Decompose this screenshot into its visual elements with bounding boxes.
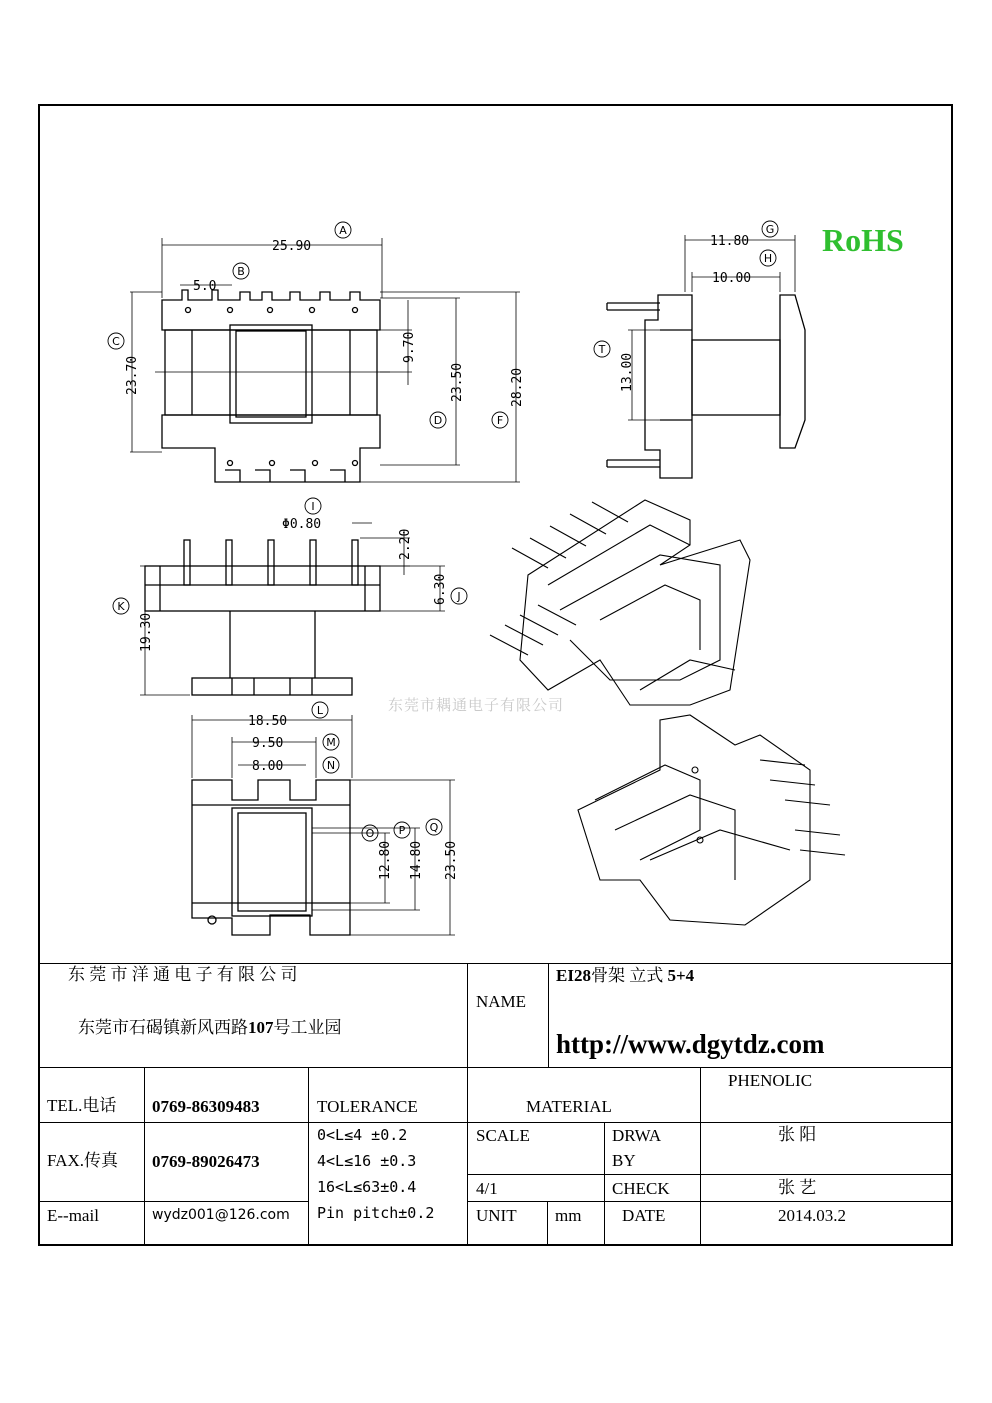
dim-970: 9.70 (402, 331, 417, 363)
ref-i: I (311, 500, 315, 513)
tolerance-range-1: 0<L≤4 ±0.2 (317, 1126, 408, 1144)
drawn-by-label-1: DRWA (612, 1126, 662, 1145)
dim-a: 25.90 (272, 239, 312, 254)
website-url[interactable]: http://www.dgytdz.com (556, 1029, 825, 1059)
scale-label: SCALE (476, 1126, 530, 1145)
ref-t: T (598, 343, 606, 356)
isometric-view-top (490, 500, 750, 705)
dim-220: 2.20 (398, 528, 413, 560)
tel-number: 0769-86309483 (152, 1097, 260, 1116)
dim-b: 5.0 (193, 279, 217, 294)
date-label: DATE (622, 1206, 666, 1225)
unit-value: mm (555, 1206, 582, 1225)
fax-number: 0769-89026473 (152, 1152, 260, 1171)
ref-j: J (457, 590, 461, 603)
ref-o: O (365, 827, 375, 840)
dim-f: 28.20 (510, 367, 525, 407)
email-label: E--mail (47, 1206, 99, 1225)
dim-o: 12.80 (378, 840, 393, 880)
ref-m: M (326, 736, 336, 749)
fax-label: FAX.传真 (47, 1151, 118, 1170)
ref-f: F (496, 414, 504, 427)
watermark: 东莞市耦通电子有限公司 (388, 696, 565, 714)
rohs-mark: RoHS (822, 222, 904, 258)
ref-g: G (765, 223, 775, 236)
scale-value: 4/1 (476, 1179, 498, 1198)
date-value: 2014.03.2 (778, 1206, 846, 1225)
bottom-view (192, 780, 350, 935)
tolerance-label: TOLERANCE (317, 1097, 418, 1116)
dim-c: 23.70 (125, 355, 140, 395)
dim-d: 23.50 (450, 362, 465, 402)
material-label: MATERIAL (526, 1097, 612, 1116)
email-address[interactable]: wydz001@126.com (152, 1207, 290, 1223)
dim-g: 11.80 (710, 234, 750, 249)
name-label: NAME (476, 992, 527, 1011)
tolerance-pin-pitch: Pin pitch±0.2 (317, 1204, 435, 1222)
dim-q: 23.50 (444, 840, 459, 880)
dim-m: 9.50 (252, 736, 284, 751)
dim-t: 13.00 (620, 352, 635, 392)
product-name: EI28骨架 立式 5+4 (556, 966, 695, 985)
ref-h: H (763, 252, 773, 265)
ref-n: N (326, 759, 336, 772)
tolerance-range-2: 4<L≤16 ±0.3 (317, 1152, 417, 1170)
isometric-view-bottom (578, 715, 845, 925)
unit-label: UNIT (476, 1206, 517, 1225)
top-view (155, 290, 390, 482)
drawn-by-name: 张 阳 (778, 1125, 817, 1144)
check-label: CHECK (612, 1179, 670, 1198)
tel-label: TEL.电话 (47, 1096, 117, 1115)
tolerance-range-3: 16<L≤63±0.4 (317, 1178, 417, 1196)
checked-by-name: 张 艺 (778, 1178, 817, 1197)
dim-l: 18.50 (248, 714, 288, 729)
ref-d: D (433, 414, 443, 427)
company-name: 东 莞 市 洋 通 电 子 有 限 公 司 (68, 965, 298, 984)
dim-p: 14.80 (409, 840, 424, 880)
ref-a: A (339, 224, 347, 237)
front-view (145, 540, 380, 695)
ref-q: Q (429, 821, 439, 834)
side-view (607, 295, 805, 478)
dim-n: 8.00 (252, 759, 284, 774)
dim-i: Φ0.80 (282, 517, 322, 532)
material-value: PHENOLIC (728, 1071, 813, 1090)
dim-h: 10.00 (712, 271, 752, 286)
ref-b: B (237, 265, 245, 278)
ref-l: L (316, 704, 324, 717)
ref-k: K (117, 600, 125, 613)
drawn-by-label-2: BY (612, 1151, 636, 1170)
ref-p: P (398, 824, 406, 837)
dim-k: 19.30 (139, 612, 154, 652)
company-address: 东莞市石碣镇新风西路107号工业园 (78, 1018, 342, 1037)
dim-j: 6.30 (433, 573, 448, 605)
ref-c: C (112, 335, 120, 348)
